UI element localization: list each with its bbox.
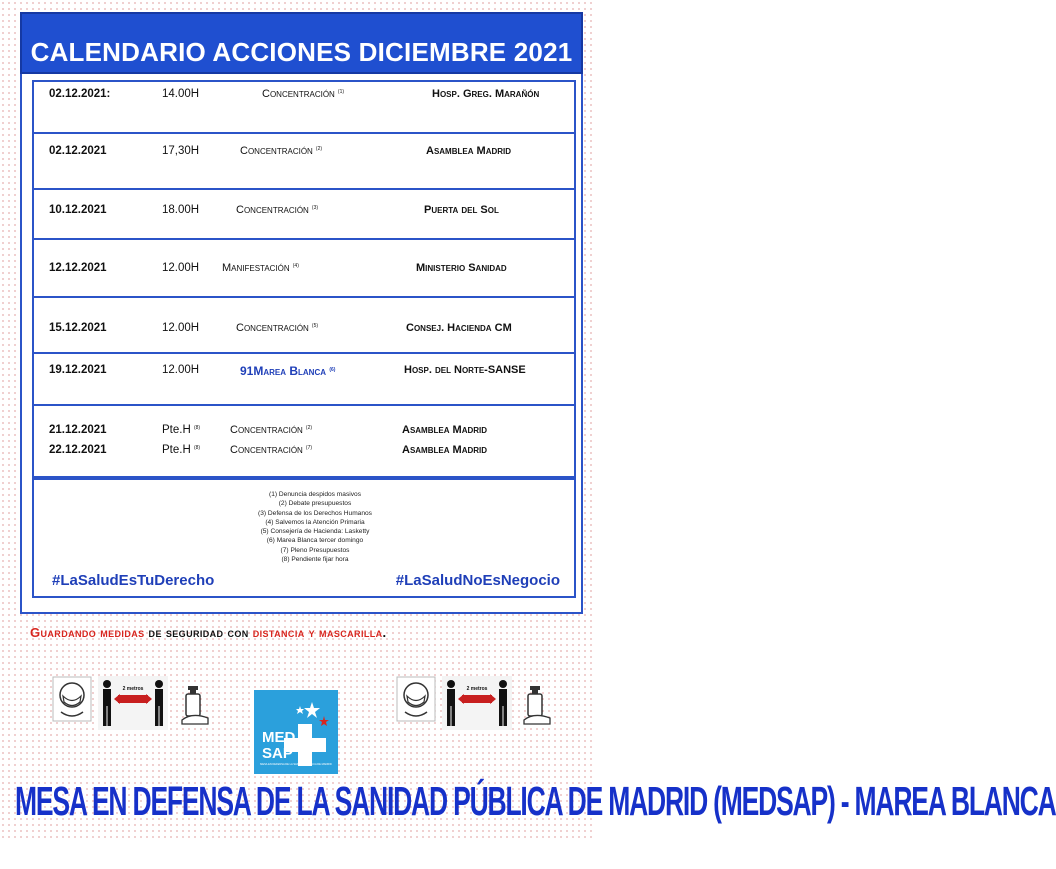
distance-icon [98,676,168,730]
event-line [34,364,574,384]
event-line [34,88,574,108]
event-line [34,262,574,282]
logo-graphic [254,690,338,774]
hand-sanitizer-icon [180,684,212,726]
event-row [32,406,576,478]
event-time: Pte.H $^{(8)}$ [162,444,201,456]
svg-text:SAP: SAP [262,745,293,762]
event-place: Consej. Hacienda CM [406,322,512,334]
event-line [34,424,574,444]
note-item: (3) Defensa de los Derechos Humanos [258,509,372,517]
event-action: Manifestación $^{(4)}$ [222,262,299,274]
event-date: 22.12.2021 [49,444,107,456]
event-place: Asamblea Madrid [426,145,512,157]
event-action: Concentración $^{(2)}$ [240,145,323,157]
event-row [32,298,576,354]
event-date: 10.12.2021 [49,204,107,216]
event-place: Asamblea Madrid [402,424,488,436]
note-item: (4) Salvemos la Atención Primaria [265,518,365,526]
logo-tagline: MESA EN DEFENSA DE LA SANIDAD PÚBLICA DE MADRID [260,763,332,766]
page-title: CALENDARIO ACCIONES DICIEMBRE 2021 [30,36,573,67]
event-action: 91Marea Blanca $^{(6)}$ [240,364,336,378]
event-action: Concentración $^{(3)}$ [236,204,319,216]
event-line [34,145,574,165]
distance-icon [442,676,512,730]
event-place: Puerta del Sol [424,204,499,216]
event-row [32,240,576,298]
hashtag-right: #LaSaludNoEsNegocio [395,572,560,589]
note-item: (5) Consejería de Hacienda: Lasketty [260,528,370,536]
event-time: Pte.H $^{(8)}$ [162,424,201,436]
note-item: (8) Pendiente fijar hora [281,556,349,564]
note-item: (6) Marea Blanca tercer domingo [266,537,364,545]
event-time: 12.00H [162,322,200,334]
event-date: 02.12.2021: [49,88,111,100]
note-item: (2) Debate presupuestos [278,500,352,508]
safety-warning: Guardando medidas de seguridad con distancia y mascarilla. [30,625,387,640]
event-action: Concentración $^{(2)}$ [230,424,313,436]
event-line [34,322,574,342]
event-line [34,204,574,224]
event-action: Concentración $^{(7)}$ [230,444,313,456]
svg-text:2 metros: 2 metros [466,686,488,692]
event-place: Hosp. Greg. Marañón [432,88,540,100]
event-date: 02.12.2021 [49,145,107,157]
event-place: Asamblea Madrid [402,444,488,456]
footer-banner: MESA EN DEFENSA DE LA SANIDAD PÚBLICA DE MADRID (MEDSAP) - MAREA BLANCA [15,777,1056,825]
event-action: Concentración $^{(1)}$ [262,88,345,100]
event-row [32,354,576,406]
event-date: 19.12.2021 [49,364,107,376]
hashtag-left: #LaSaludEsTuDerecho [52,572,215,589]
medsap-logo [254,690,338,774]
event-place: Ministerio Sanidad [416,262,507,274]
mask-icon [396,676,436,722]
event-action: Concentración $^{(5)}$ [236,322,319,334]
event-date: 15.12.2021 [49,322,107,334]
note-item: (1) Denuncia despidos masivos [269,491,361,498]
event-time: 17,30H [162,145,200,157]
note-item: (7) Pleno Presupuestos [280,546,350,554]
svg-text:2 metros: 2 metros [122,686,144,692]
event-date: 12.12.2021 [49,262,107,274]
event-time: 18.00H [162,204,200,216]
event-date: 21.12.2021 [49,424,107,436]
svg-text:MED: MED [262,729,296,746]
event-time: 12.00H [162,364,200,376]
event-line [34,444,574,464]
event-time: 14.00H [162,88,200,100]
mask-icon [52,676,92,722]
event-row [32,134,576,190]
event-place: Hosp. del Norte-SANSE [404,364,526,376]
notes-box [32,478,576,598]
calendar-box [20,74,583,614]
header-banner [20,12,583,74]
event-row [32,190,576,240]
notes-list [34,490,574,564]
event-time: 12.00H [162,262,200,274]
hand-sanitizer-icon [522,684,554,726]
event-row [32,80,576,134]
